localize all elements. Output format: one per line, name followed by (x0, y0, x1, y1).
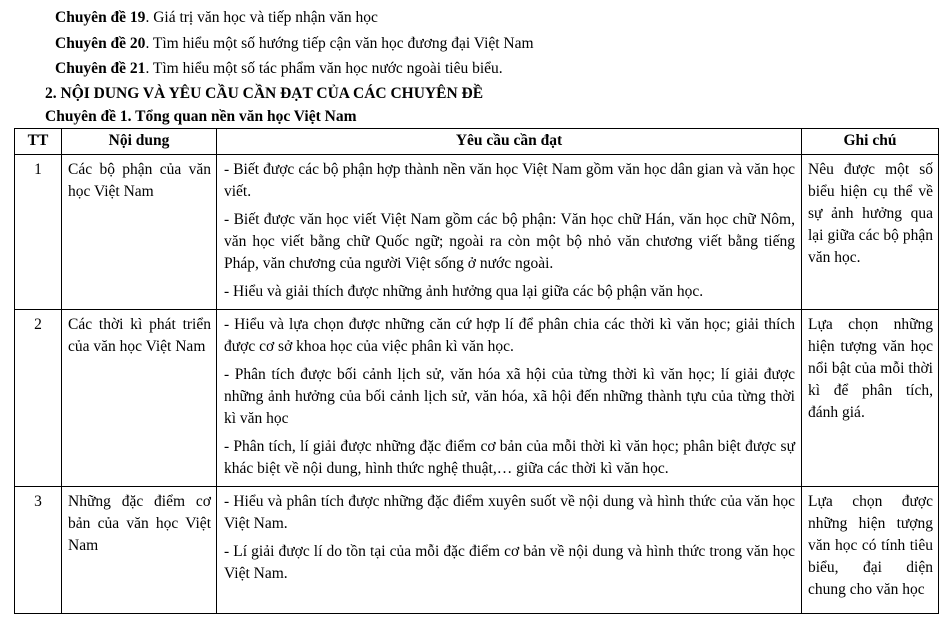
header-yeu-cau: Yêu cầu cần đạt (217, 128, 802, 154)
topic-21-text: . Tìm hiểu một số tác phẩm văn học nước ngoài tiêu biểu. (145, 60, 503, 77)
topic-line-19 (55, 5, 949, 31)
row2-note: Lựa chọn những hiện tượng văn học nổi bật của mỗi thời kì để phân tích, đánh giá. (802, 309, 939, 486)
topic-20-label: Chuyên đề 20 (55, 34, 146, 52)
topic-19-text: . Giá trị văn học và tiếp nhận văn học (145, 9, 378, 26)
row3-requirements (217, 486, 802, 613)
table-row (15, 486, 939, 613)
topic-19-label: Chuyên đề 19 (55, 9, 146, 26)
table-header-row (15, 128, 939, 154)
row1-requirements (217, 154, 802, 309)
row2-requirement-item: - Phân tích, lí giải được những đặc điểm cơ bản của mỗi thời kì văn học; phân biệt được sự khác biệt về nội dung, hình thức nghệ thuật,… giữa các thời kì văn học. (224, 437, 795, 477)
row3-requirement-item: - Hiểu và phân tích được những đặc điểm xuyên suốt về nội dung và hình thức của văn học Việt Nam. (224, 492, 795, 532)
row2-requirement-item: - Hiểu và lựa chọn được những căn cứ hợp lí để phân chia các thời kì văn học; giải thích được cơ sở khoa học của việc phân kì văn học. (224, 315, 795, 355)
row2-requirements (217, 309, 802, 486)
row2-content-title: Các thời kì phát triển của văn học Việt Nam (62, 309, 217, 486)
subsection-heading: Chuyên đề 1. Tổng quan nền văn học Việt Nam (45, 107, 357, 125)
topic-line-20 (55, 31, 949, 57)
row1-requirement-item: - Hiểu và giải thích được những ảnh hưởng qua lại giữa các bộ phận văn học. (224, 282, 704, 300)
topic-21-label: Chuyên đề 21 (55, 60, 146, 77)
header-tt: TT (15, 128, 62, 154)
row2-index: 2 (15, 309, 62, 486)
row1-requirement-item: - Biết được các bộ phận hợp thành nền văn học Việt Nam gồm văn học dân gian và văn học viết. (224, 160, 795, 200)
row2-requirement-item: - Phân tích được bối cảnh lịch sử, văn hóa xã hội của từng thời kì văn học; lí giải được những ảnh hưởng của bối cảnh lịch sử, văn hóa, xã hội đến những thành tựu của từng thời kì văn học (224, 365, 795, 427)
row1-note: Nêu được một số biểu hiện cụ thể về sự ảnh hưởng qua lại giữa các bộ phận văn học. (802, 154, 939, 309)
requirements-table (14, 128, 939, 614)
row3-index: 3 (15, 486, 62, 613)
topic-line-21 (55, 56, 949, 82)
header-noi-dung: Nội dung (62, 128, 217, 154)
section-heading: 2. NỘI DUNG VÀ YÊU CẦU CẦN ĐẠT CỦA CÁC CHUYÊN ĐỀ (45, 84, 484, 102)
topic-20-text: . Tìm hiểu một số hướng tiếp cận văn học đương đại Việt Nam (145, 34, 534, 52)
row3-content-title: Những đặc điểm cơ bản của văn học Việt Nam (62, 486, 217, 613)
row1-requirement-item: - Biết được văn học viết Việt Nam gồm các bộ phận: Văn học chữ Hán, văn học chữ Nôm, văn học viết bằng chữ Quốc ngữ; ngoài ra còn một bộ nhỏ văn chương viết bằng tiếng Pháp, văn chương của người Việt sống ở nước ngoài. (224, 210, 795, 272)
row1-index: 1 (15, 154, 62, 309)
table-row (15, 309, 939, 486)
row1-content-title: Các bộ phận của văn học Việt Nam (62, 154, 217, 309)
header-ghi-chu: Ghi chú (802, 128, 939, 154)
table-row (15, 154, 939, 309)
row3-note: Lựa chọn được những hiện tượng văn học có tính tiêu biểu, đại diện chung cho văn học (802, 486, 939, 613)
row3-requirement-item: - Lí giải được lí do tồn tại của mỗi đặc điểm cơ bản về nội dung và hình thức trong văn học Việt Nam. (224, 542, 795, 582)
